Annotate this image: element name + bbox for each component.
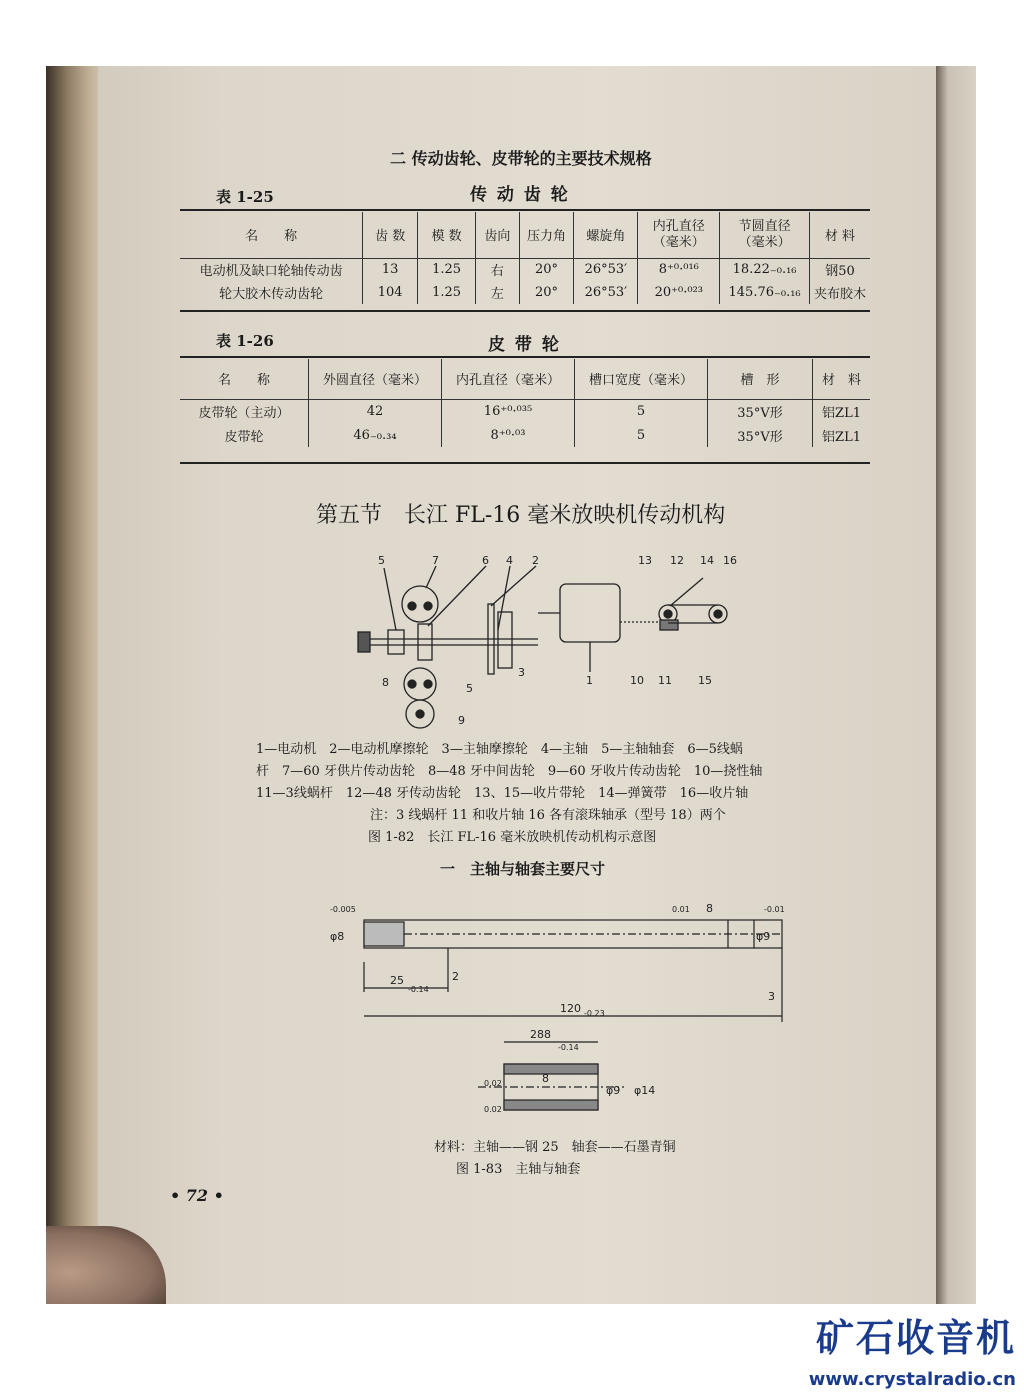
fig82-caption: 图 1-82 长江 FL-16 毫米放映机传动机构示意图	[368, 830, 657, 845]
fig82-legend-line1: 1—电动机 2—电动机摩擦轮 3—主轴摩擦轮 4—主轴 5—主轴轴套 6—5线蜗	[256, 742, 743, 757]
fig82-label: 14	[700, 554, 714, 567]
fig83-dim: -0.005	[330, 905, 356, 914]
table2-header: 槽口宽度（毫米）	[575, 359, 708, 399]
fig82-label: 9	[458, 714, 465, 727]
knurled-knob	[358, 632, 370, 652]
table-cell: 铝ZL1	[813, 423, 871, 447]
table-cell: 46₋₀.₃₄	[309, 423, 442, 447]
leader	[491, 566, 536, 606]
figure-1-82-diagram	[348, 544, 737, 734]
table-cell: 35°V形	[708, 399, 813, 423]
fig82-label: 12	[670, 554, 684, 567]
worm-6	[418, 624, 432, 660]
fig83-dim: 2	[452, 970, 459, 983]
subsection1-title: 一 主轴与轴套主要尺寸	[440, 860, 606, 878]
table2	[180, 359, 870, 447]
table2-header: 外圆直径（毫米）	[309, 359, 442, 399]
leader	[426, 566, 436, 588]
fig83-dim: φ14	[634, 1084, 656, 1097]
table1-header: 材 料	[809, 212, 870, 258]
table-cell: 铝ZL1	[813, 399, 871, 423]
fig83-dim: 3	[768, 990, 775, 1003]
table-cell: 夹布胶木	[809, 281, 870, 304]
table-cell: 16⁺⁰·⁰³⁵	[442, 399, 575, 423]
table2-title: 皮 带 轮	[488, 335, 561, 355]
table-cell: 皮带轮（主动）	[198, 405, 290, 421]
fig82-label: 1	[586, 674, 593, 687]
fig82-label: 4	[506, 554, 513, 567]
table-cell: 轮大胶木传动齿轮	[219, 287, 324, 302]
table-row	[180, 399, 870, 423]
fig82-label: 16	[723, 554, 737, 567]
fig83-dim: -0.14	[408, 985, 429, 994]
table-cell: 20°	[519, 258, 574, 281]
table2-bottom-rule	[180, 462, 870, 464]
fig83-dim: -0.01	[764, 905, 785, 914]
fig83-caption: 图 1-83 主轴与轴套	[456, 1162, 581, 1177]
fig82-label: 6	[482, 554, 489, 567]
sleeve-5	[388, 630, 404, 654]
figure-1-83-diagram	[328, 882, 788, 1122]
fig83-dim: 8	[542, 1072, 549, 1085]
watermark-brand: 矿石收音机	[815, 1316, 1016, 1360]
table-cell: 5	[575, 399, 708, 423]
table-row	[180, 423, 870, 447]
table1-top-rule	[180, 209, 870, 211]
fig82-label: 8	[382, 676, 389, 689]
gear-8-hub2	[424, 680, 432, 688]
table-cell: 钢50	[809, 258, 870, 281]
fig83-dim: -0.14	[558, 1043, 579, 1052]
fig83-dim: 0.02	[484, 1105, 502, 1114]
section5-title: 第五节 长江 FL-16 毫米放映机传动机构	[316, 503, 726, 528]
fig83-dim: 0.01	[672, 905, 690, 914]
table-cell: 35°V形	[708, 423, 813, 447]
table1-header: 螺旋角	[574, 212, 638, 258]
table1-header: 压力角	[519, 212, 574, 258]
fig83-dim: 288	[530, 1028, 551, 1041]
table1-title: 传 动 齿 轮	[470, 185, 570, 205]
table2-header: 内孔直径（毫米）	[442, 359, 575, 399]
motor-1	[560, 584, 620, 642]
table-cell: 左	[476, 281, 520, 304]
table1-bottom-rule	[180, 310, 870, 312]
fig83-dim: 8	[706, 902, 713, 915]
page-stack-edge	[46, 66, 106, 1304]
watermark-url: www.crystalradio.cn	[808, 1369, 1016, 1390]
table2-header: 槽 形	[708, 359, 813, 399]
fig83-dim: 120	[560, 1002, 581, 1015]
gear-9-hub	[416, 710, 424, 718]
fig82-label: 7	[432, 554, 439, 567]
table2-header: 名 称	[217, 373, 270, 389]
table-cell: 皮带轮	[224, 429, 264, 445]
book-page	[98, 66, 936, 1304]
fig83-dim: φ8	[330, 930, 345, 943]
table-cell: 20⁺⁰·⁰²³	[638, 281, 720, 304]
table1-header: 齿 数	[363, 212, 418, 258]
table-cell: 5	[575, 423, 708, 447]
leader	[384, 568, 396, 630]
worm-11	[660, 620, 678, 630]
gear-7-hub	[408, 602, 416, 610]
table-cell: 26°53′	[574, 281, 638, 304]
sleeve-wall-bottom	[504, 1100, 598, 1110]
table1	[180, 212, 870, 304]
table-cell: 8⁺⁰·⁰³	[442, 423, 575, 447]
fig83-dim: 25	[390, 974, 404, 987]
table-cell: 42	[309, 399, 442, 423]
fig82-label: 15	[698, 674, 712, 687]
gear-7-hub2	[424, 602, 432, 610]
table-cell: 1.25	[418, 258, 476, 281]
table2-top-rule	[180, 356, 870, 358]
fig82-label: 5	[378, 554, 385, 567]
gear-7	[402, 586, 438, 622]
pulley-13-hub	[664, 610, 672, 618]
fig83-dim: -0.23	[584, 1009, 605, 1018]
table1-header: 节圆直径 （毫米）	[720, 212, 810, 258]
table2-header: 材 料	[813, 359, 871, 399]
fig82-label: 11	[658, 674, 672, 687]
table1-header: 齿向	[476, 212, 520, 258]
section-heading: 二 传动齿轮、皮带轮的主要技术规格	[390, 149, 652, 168]
table-cell: 104	[363, 281, 418, 304]
table1-header-row	[180, 212, 870, 258]
sleeve-wall-top	[504, 1064, 598, 1074]
book-photo	[46, 66, 976, 1304]
table-cell: 电动机及缺口轮轴传动齿	[199, 264, 343, 280]
fig82-legend-line3: 11—3线蜗杆 12—48 牙传动齿轮 13、15—收片带轮 14—弹簧带 16—收片轴	[256, 786, 749, 801]
table-cell: 1.25	[418, 281, 476, 304]
spindle-bore	[364, 922, 404, 946]
fig83-material: 材料：主轴——钢 25 轴套——石墨青铜	[434, 1140, 676, 1155]
fig82-label: 2	[532, 554, 539, 567]
table-cell: 18.22₋₀.₁₆	[720, 258, 810, 281]
fig82-legend-line2: 杆 7—60 牙供片传动齿轮 8—48 牙中间齿轮 9—60 牙收片传动齿轮 10—挠性轴	[256, 764, 763, 779]
fig82-label: 5	[466, 682, 473, 695]
table-cell: 8⁺⁰·⁰¹⁶	[638, 258, 720, 281]
fig83-dim: φ9	[606, 1084, 621, 1097]
table-cell: 13	[363, 258, 418, 281]
leader	[670, 578, 703, 606]
table1-label: 表 1-25	[216, 188, 274, 206]
table-cell: 145.76₋₀.₁₆	[720, 281, 810, 304]
pulley-15-hub	[714, 610, 722, 618]
fig83-dim: φ9	[756, 930, 771, 943]
table1-header: 内孔直径 （毫米）	[638, 212, 720, 258]
facing-page	[936, 66, 976, 1304]
table-cell: 右	[476, 258, 520, 281]
table-row	[180, 281, 870, 304]
fig82-label: 3	[518, 666, 525, 679]
table2-label: 表 1-26	[216, 332, 274, 350]
table1-header: 名 称	[245, 229, 298, 245]
table-cell: 26°53′	[574, 258, 638, 281]
table1-header: 模 数	[418, 212, 476, 258]
table-cell: 20°	[519, 281, 574, 304]
page-number: • 72 •	[170, 1186, 224, 1205]
table-row	[180, 258, 870, 281]
fig83-dim: 0.02	[484, 1079, 502, 1088]
fig82-note: 注：3 线蜗杆 11 和收片轴 16 各有滚珠轴承（型号 18）两个	[370, 808, 726, 823]
gear-8-hub	[408, 680, 416, 688]
table2-header-row	[180, 359, 870, 399]
fig82-label: 13	[638, 554, 652, 567]
fig82-label: 10	[630, 674, 644, 687]
